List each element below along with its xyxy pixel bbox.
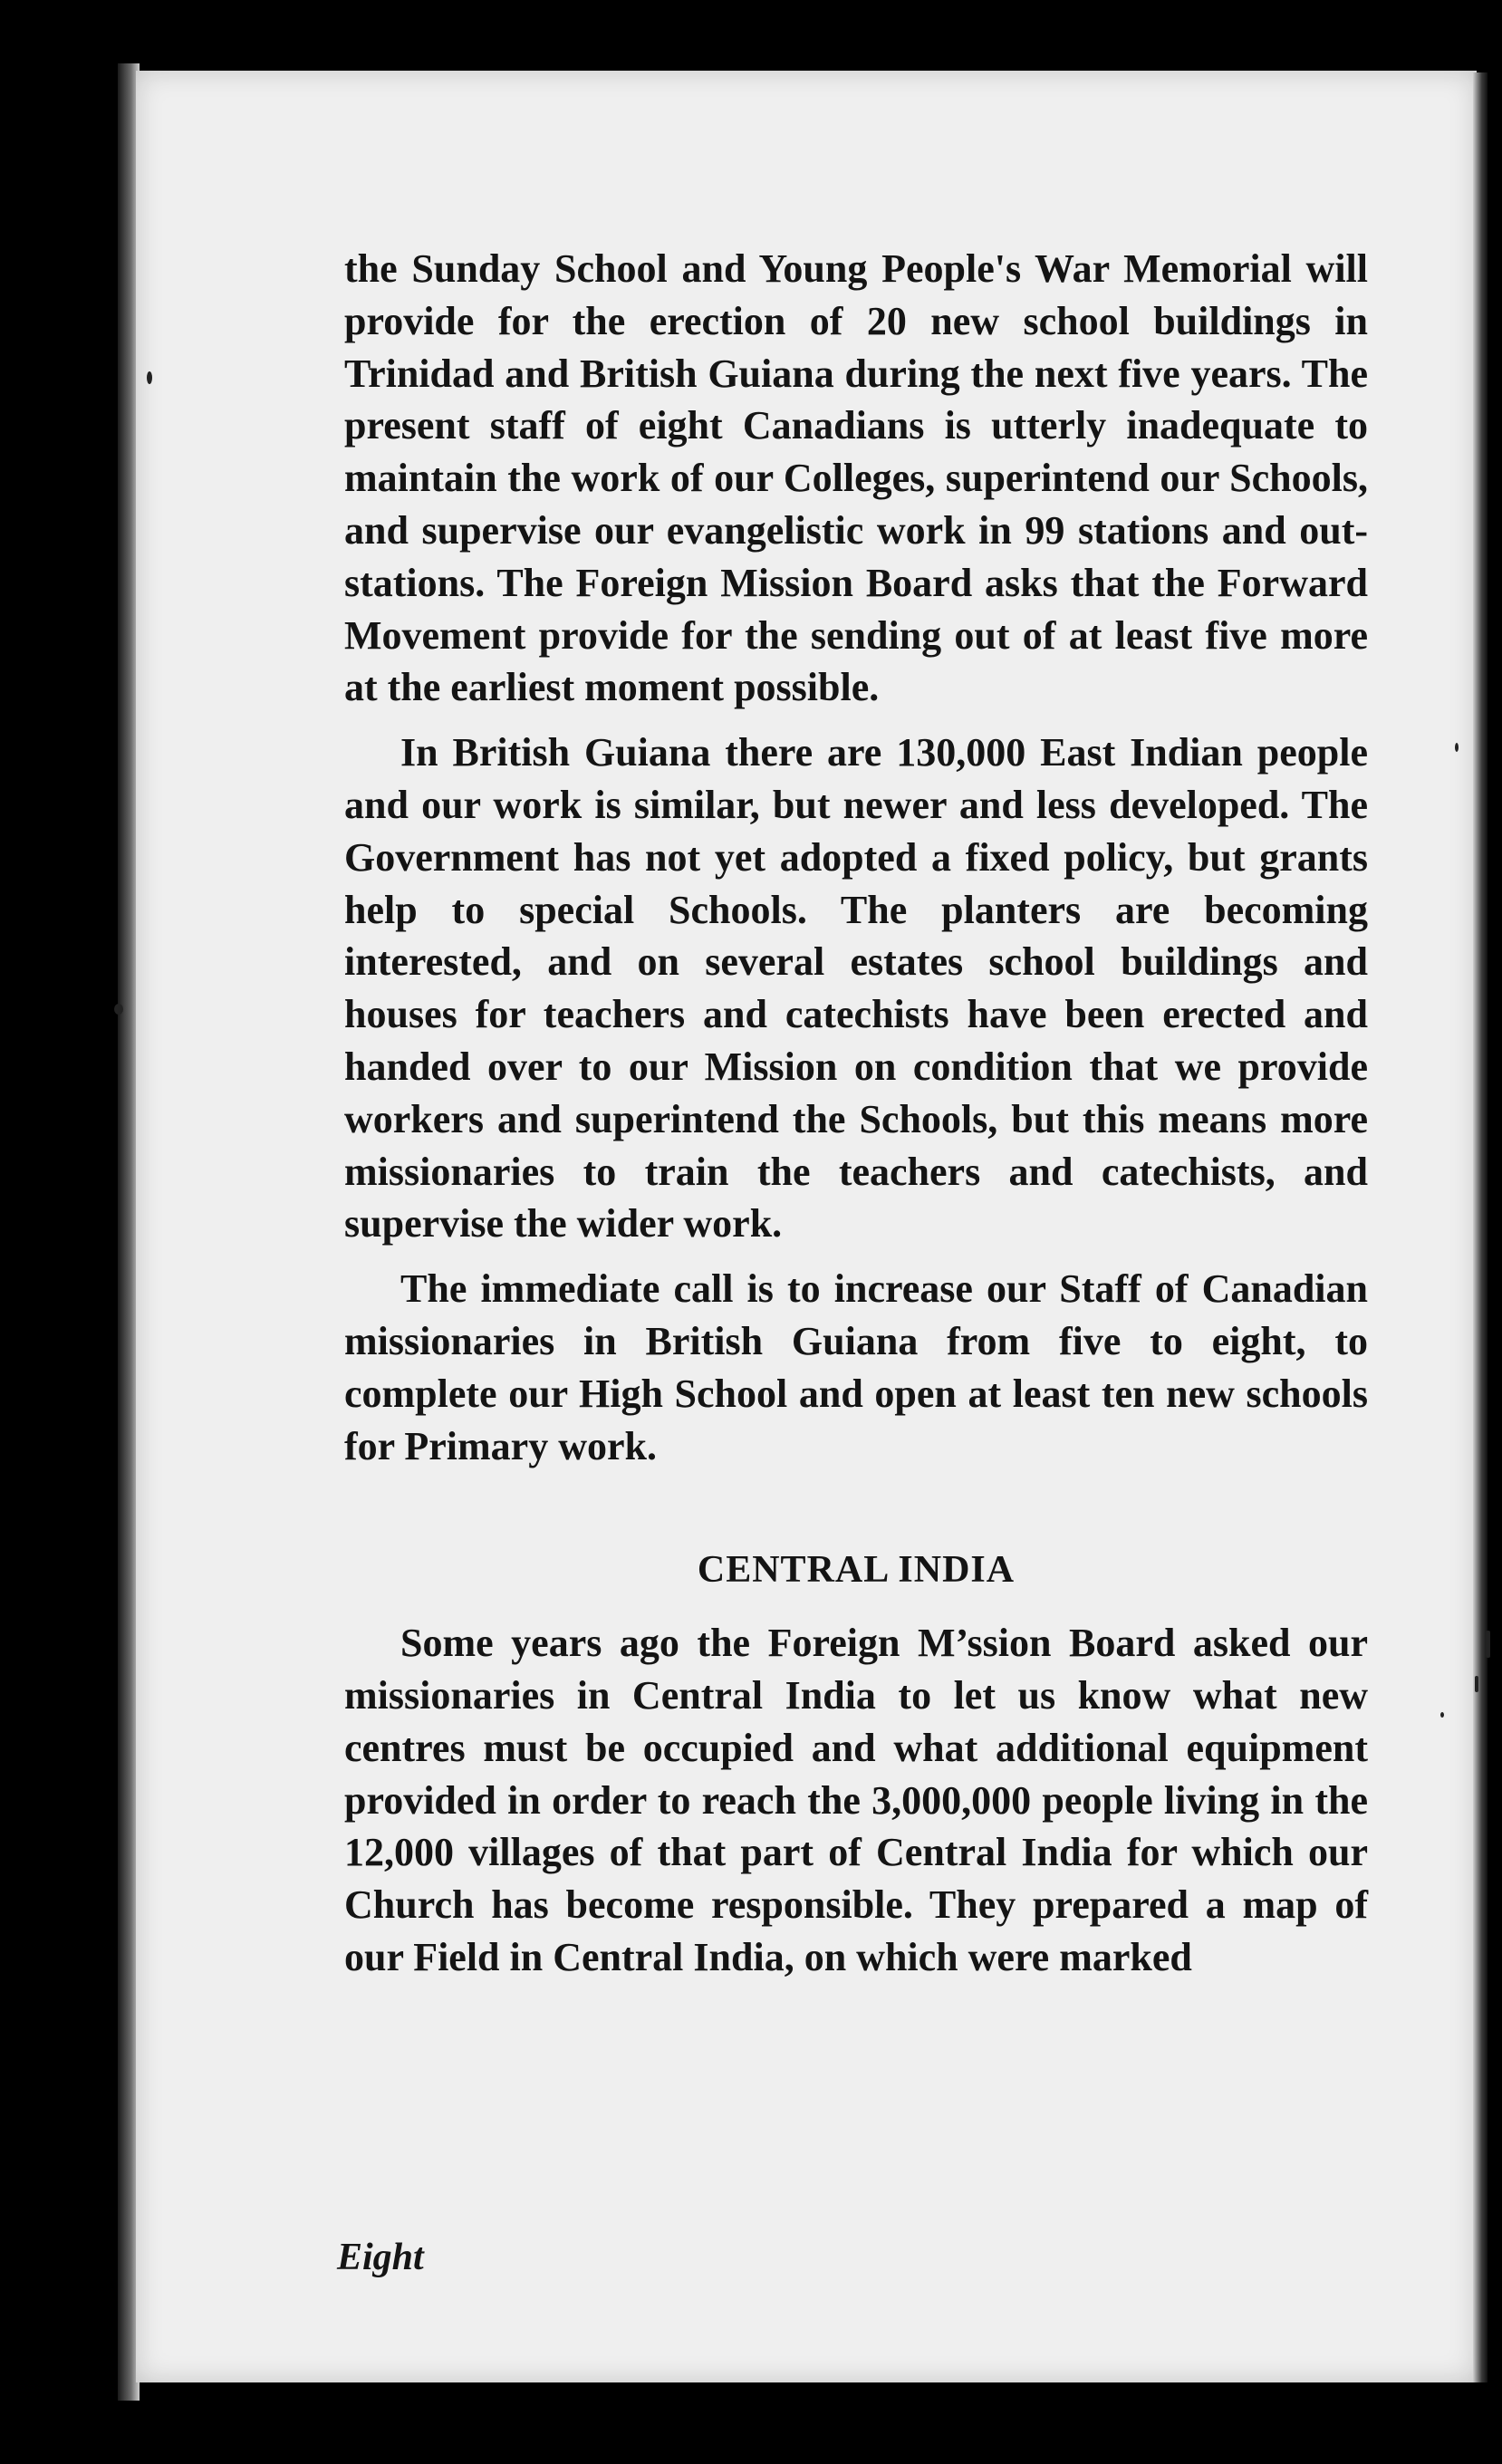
- section-heading: CENTRAL INDIA: [697, 1549, 1016, 1592]
- scan-speck: [1486, 1631, 1490, 1658]
- paragraph: The immediate call is to increase our Staff of Canadian missionaries in British Guiana from five to eight, to complete our High School and open at least ten new schools for Primary work.: [344, 1266, 1368, 1468]
- body-text: [344, 243, 1368, 1984]
- scan-speck: [1455, 743, 1459, 752]
- scan-speck: [147, 371, 152, 384]
- page-edge-right: [1473, 72, 1488, 2382]
- scan-speck: [1440, 1712, 1444, 1718]
- scan-speck: [1475, 1676, 1478, 1692]
- scan-speck: [114, 1004, 123, 1015]
- paragraph: the Sunday School and Young People's War Memorial will provide for the erection of 20 new school buildings in Trinidad and British Guiana during the next five years. The present staff of eight Canadians is utterly inadequate to maintain the work of our Colleges, superintend our Schools, and supervise our evangelistic work in 99 stations and outstations. The Foreign Mission Board asks that the Forward Movement provide for the sending out of at least five more at the earliest moment possible.: [344, 246, 1368, 710]
- paragraph: Some years ago the Foreign M’ssion Board asked our missionaries in Central India to let us know what new centres must be occupied and what additional equipment provided in order to reach the 3,000,000 people living in the 12,000 villages of that part of Central India for which our Church has become responsible. They prepared a map of our Field in Central India, on which were marked: [344, 1621, 1368, 1979]
- page-folio: Eight: [337, 2237, 424, 2278]
- paragraph: In British Guiana there are 130,000 East Indian people and our work is similar, but newer and less developed. The Government has not yet adopted a fixed policy, but grants help to special Schools. The planters are becoming interested, and on several estates school buildings and houses for teachers and catechists have been erected and handed over to our Mission on condition that we provide workers and superintend the Schools, but this means more missionaries to train the teachers and catechists, and supervise the wider work.: [344, 730, 1368, 1246]
